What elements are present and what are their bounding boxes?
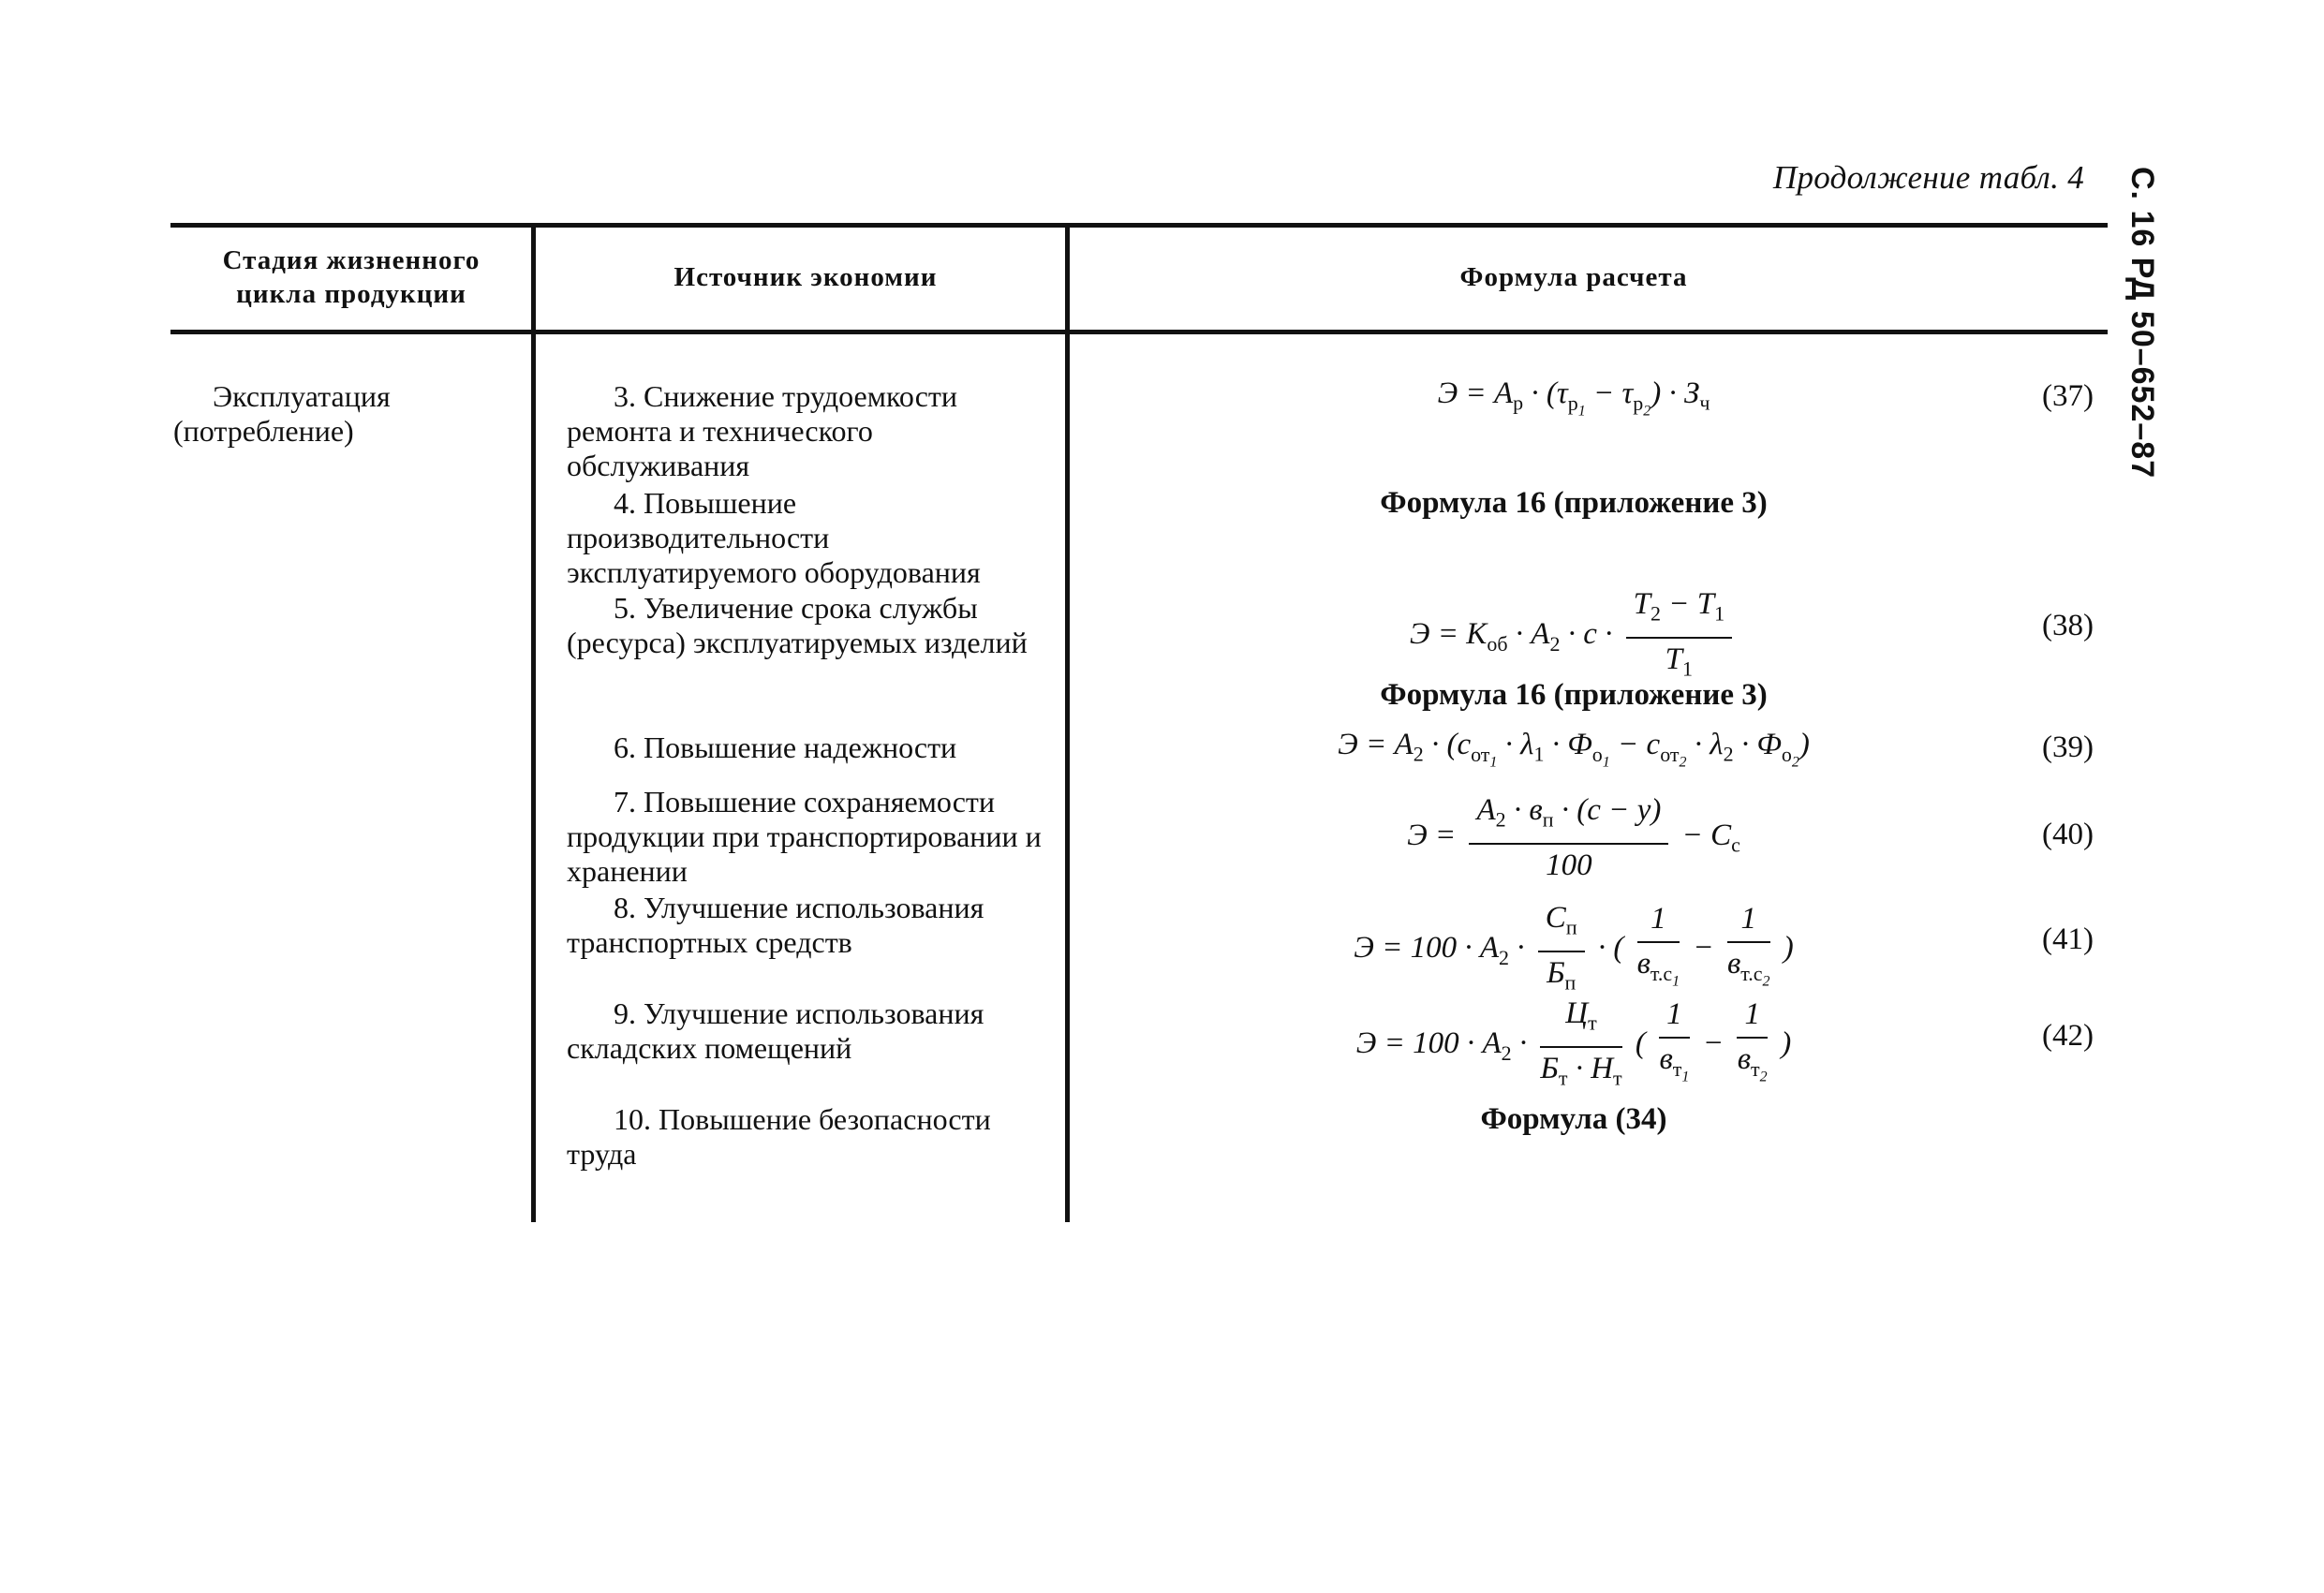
source-row-10: 10. Повышение безопасности труда: [567, 1102, 991, 1171]
formula-ref-row-5: Формула 16 (приложение 3): [1380, 678, 1768, 712]
source-row-3: 3. Снижение трудоемкости ремонта и технического обслуживания: [567, 379, 958, 482]
page-side-header: С. 16 РД 50–652–87: [2124, 167, 2160, 479]
formula-38: $Э = K_{об} \cdot A_2 \cdot c$ · $\frac{T_2 - T_1}{T_1}$: [1105, 585, 2042, 687]
equation-number-40: (40): [2042, 818, 2094, 851]
header-formula: Формула расчета: [1459, 262, 1688, 292]
source-row-8: 8. Улучшение использования транспортных средств: [567, 891, 984, 959]
column-divider-2: [1065, 225, 1070, 1222]
equation-number-38: (38): [2042, 609, 2094, 642]
source-row-6: 6. Повышение надежности: [614, 730, 957, 764]
column-divider-1: [531, 225, 536, 1222]
stage-cell: Эксплуатация (потребление): [173, 379, 391, 448]
formula-37: $Э = A_р \cdot (\tau_{р_1} - \tau_{р_2}) \cdot З_ч$: [1437, 376, 1710, 419]
equation-number-39: (39): [2042, 730, 2094, 764]
formula-41: $Э = 100 \cdot A_2$ · $\frac{C_п}{Б_п}$ · ( $\frac{1}{в_{т.с_1}}$ − $\frac{1}{в_{т.с_2}}$ ): [1354, 901, 1794, 995]
table-header-rule: [170, 330, 2108, 334]
equation-number-37: (37): [2042, 379, 2094, 413]
source-row-4: 4. Повышение производительности эксплуатируемого оборудования: [567, 486, 981, 589]
header-stage: Стадия жизненного цикла продукции: [222, 245, 481, 309]
table-top-rule: [170, 223, 2108, 228]
formula-39: $Э = A_2 \cdot (c_{от_1} \cdot \lambda_1 \cdot Ф_{о_1} - c_{от_2} \cdot \lambda_2 \cdot Ф_{о_2})$: [1338, 728, 1810, 770]
formula-ref-row-10: Формула (34): [1480, 1102, 1667, 1136]
header-source: Источник экономии: [674, 262, 938, 292]
source-row-9: 9. Улучшение использования складских помещений: [567, 996, 984, 1065]
formula-ref-row-4: Формула 16 (приложение 3): [1380, 486, 1768, 520]
equation-number-42: (42): [2042, 1019, 2094, 1053]
table-continuation-label: Продолжение табл. 4: [1772, 159, 2084, 196]
equation-number-41: (41): [2042, 922, 2094, 956]
source-row-7: 7. Повышение сохраняемости продукции при транспортировании и хранении: [567, 785, 1042, 888]
formula-42: $Э = 100 \cdot A_2$ · $\frac{Ц_т}{Б_т \cdot Н_т}$ ( $\frac{1}{в_{т_1}}$ − $\frac{1}{в_{т_2}}$ ): [1355, 996, 1792, 1090]
source-row-5: 5. Увеличение срока службы (ресурса) эксплуатируемых изделий: [567, 591, 1028, 659]
formula-40: Э = $\frac{A_2 \cdot в_п \cdot (c - y)}{100}$ − $C_с$: [1407, 793, 1740, 882]
